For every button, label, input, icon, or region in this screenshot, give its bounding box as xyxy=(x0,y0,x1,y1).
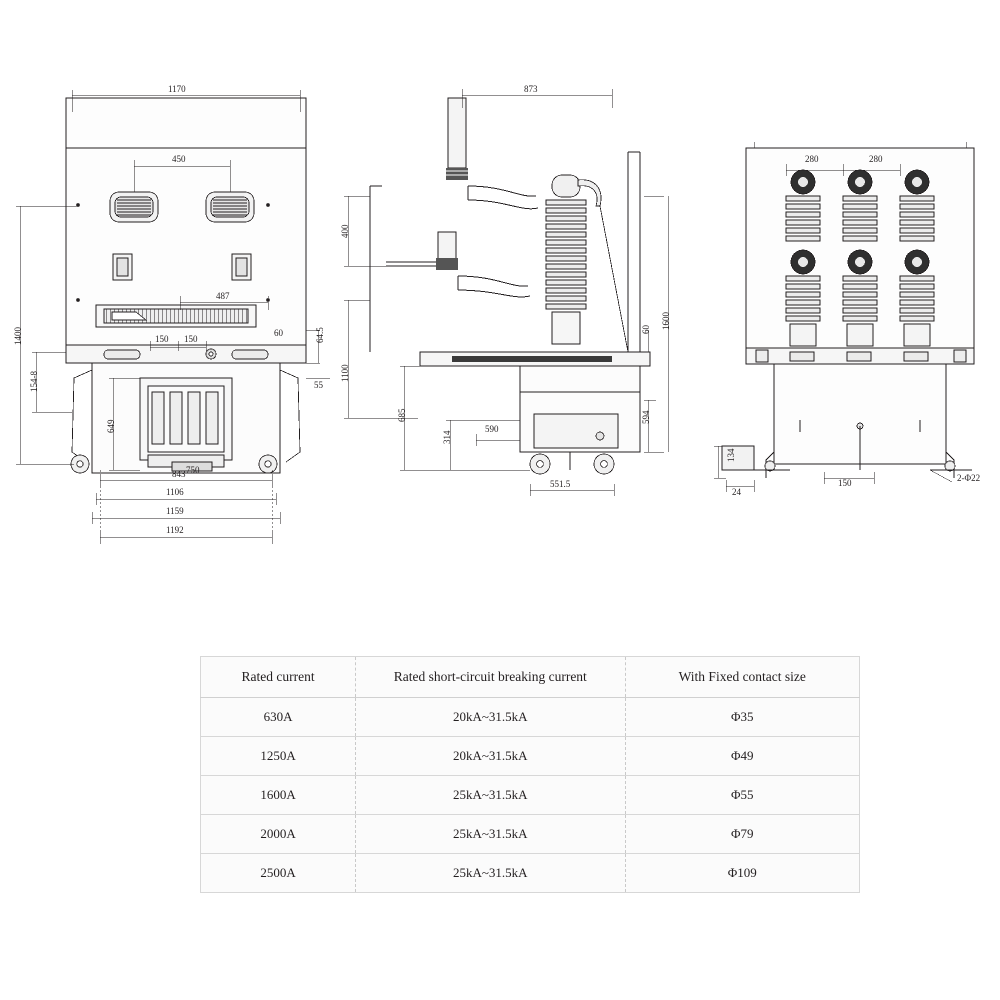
cell-breaking-current: 25kA~31.5kA xyxy=(356,776,625,815)
cell-breaking-current: 25kA~31.5kA xyxy=(356,854,625,893)
cell-contact-size: Φ79 xyxy=(625,815,859,854)
dim-1192: 1192 xyxy=(166,525,184,535)
cell-breaking-current: 20kA~31.5kA xyxy=(356,698,625,737)
dim-314: 314 xyxy=(442,430,452,444)
dim-1100: 1100 xyxy=(340,364,350,382)
table-row xyxy=(201,698,860,737)
rated-current-spec-table xyxy=(200,656,860,893)
dim-2-phi-22: 2-Φ22 xyxy=(957,473,981,483)
cell-breaking-current: 20kA~31.5kA xyxy=(356,737,625,776)
dim-1159: 1159 xyxy=(166,506,184,516)
dim-873: 873 xyxy=(524,84,538,94)
dim-450: 450 xyxy=(172,154,186,164)
dim-24: 24 xyxy=(732,487,741,497)
dim-154-8: 154-8 xyxy=(29,371,39,392)
table-header-rated-current: Rated current xyxy=(201,657,356,698)
table-row xyxy=(201,776,860,815)
cell-contact-size: Φ35 xyxy=(625,698,859,737)
cell-rated-current: 1600A xyxy=(201,776,356,815)
dim-551-5: 551.5 xyxy=(550,479,571,489)
table-header-breaking-current: Rated short-circuit breaking current xyxy=(356,657,625,698)
dim-150-b: 150 xyxy=(184,334,198,344)
dim-1106: 1106 xyxy=(166,487,184,497)
cell-breaking-current: 25kA~31.5kA xyxy=(356,815,625,854)
table-row xyxy=(201,854,860,893)
table-row xyxy=(201,737,860,776)
dim-150-c: 150 xyxy=(838,478,852,488)
dim-843: 843 xyxy=(172,469,186,479)
dim-60-front: 60 xyxy=(274,328,283,338)
dim-280-a: 280 xyxy=(805,154,819,164)
dim-1600: 1600 xyxy=(661,312,671,330)
cell-rated-current: 2500A xyxy=(201,854,356,893)
dim-590: 590 xyxy=(485,424,499,434)
dim-487: 487 xyxy=(216,291,230,301)
dim-60-side: 60 xyxy=(641,325,651,334)
dim-400: 400 xyxy=(340,224,350,238)
cell-rated-current: 2000A xyxy=(201,815,356,854)
cell-contact-size: Φ55 xyxy=(625,776,859,815)
table-header-row xyxy=(201,657,860,698)
cell-contact-size: Φ109 xyxy=(625,854,859,893)
table-row xyxy=(201,815,860,854)
dim-649: 649 xyxy=(106,419,116,433)
cell-rated-current: 630A xyxy=(201,698,356,737)
dim-594: 594 xyxy=(641,410,651,424)
dim-134: 134 xyxy=(726,448,736,462)
dim-1400: 1400 xyxy=(13,327,23,345)
dim-150-a: 150 xyxy=(155,334,169,344)
dim-64-5: 64.5 xyxy=(315,327,325,343)
cell-contact-size: Φ49 xyxy=(625,737,859,776)
dim-1170: 1170 xyxy=(168,84,186,94)
dim-55: 55 xyxy=(314,380,323,390)
dim-685: 685 xyxy=(397,408,407,422)
table-header-fixed-contact-size: With Fixed contact size xyxy=(625,657,859,698)
cell-rated-current: 1250A xyxy=(201,737,356,776)
dim-750: 750 xyxy=(186,465,200,475)
dim-280-b: 280 xyxy=(869,154,883,164)
